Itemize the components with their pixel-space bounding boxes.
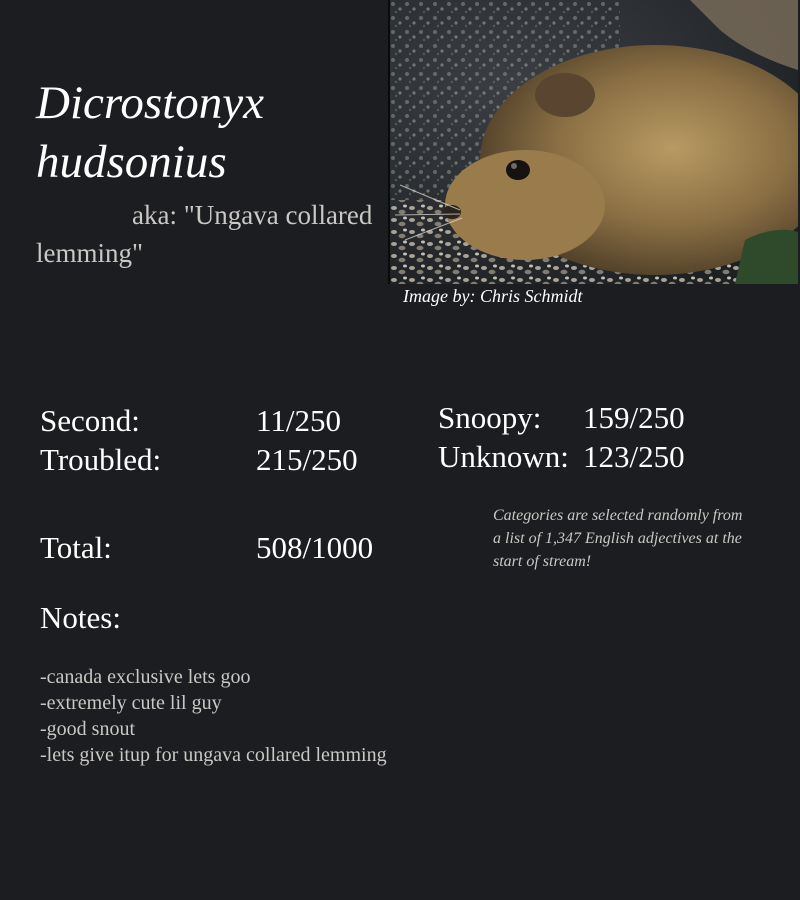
stat-value-troubled: 215/250	[256, 442, 358, 477]
species-common-name: aka: "Ungava collared lemming"	[36, 200, 373, 268]
lemming-photo	[388, 0, 798, 284]
stat-label-second: Second:	[40, 403, 140, 438]
total-value: 508/1000	[256, 530, 374, 565]
note-item: -lets give itup for ungava collared lemming	[40, 744, 387, 766]
stat-value-unknown: 123/250	[583, 439, 685, 474]
stat-label-troubled: Troubled:	[40, 442, 162, 477]
stat-value-second: 11/250	[256, 403, 341, 438]
notes-heading: Notes:	[40, 600, 121, 635]
total-label: Total:	[40, 530, 112, 565]
notes-list	[40, 664, 387, 768]
note-item: -good snout	[40, 718, 135, 740]
stat-value-snoopy: 159/250	[583, 400, 685, 435]
note-item: -canada exclusive lets goo	[40, 666, 251, 688]
stat-label-snoopy: Snoopy:	[438, 400, 542, 435]
species-scientific-name: Dicrostonyx hudsonius	[36, 77, 264, 188]
note-item: -extremely cute lil guy	[40, 692, 222, 714]
image-credit: Image by: Chris Schmidt	[403, 286, 583, 306]
stat-label-unknown: Unknown:	[438, 439, 569, 474]
categories-note: Categories are selected randomly from a list of 1,347 English adjectives at the start of stream!	[493, 507, 743, 570]
